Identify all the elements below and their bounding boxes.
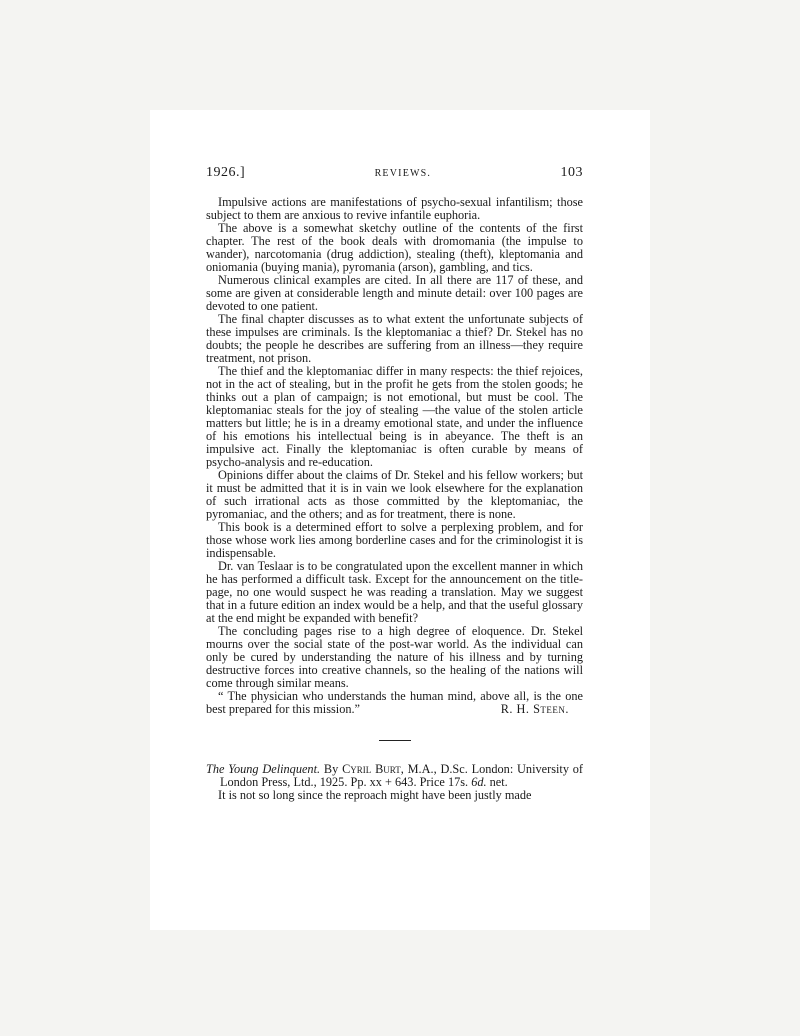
review-opening-line: It is not so long since the reproach might have been justly made (218, 788, 532, 802)
section-divider (379, 740, 411, 741)
review-paragraph: This book is a determined effort to solve a perplexing problem, and for those whose work lies among borderline cases and for the criminologist it is indispensable. (206, 520, 583, 560)
review-paragraph: The concluding pages rise to a high degree of eloquence. Dr. Stekel mourns over the social state of the post-war world. As the individual can only be cured by understanding the nature of his illness and by turning destructive forces into creative channels, so the healing of the nations will come through similar means. (206, 624, 583, 690)
review-paragraph: Opinions differ about the claims of Dr. Stekel and his fellow workers; but it must be admitted that it is in vain we look elsewhere for the explanation of such irrational acts as those committed by the kleptomaniac, the pyromaniac, and the others; and as for treatment, there is none. (206, 468, 583, 521)
publication-details: , M.A., D.Sc. London: University of London Press, Ltd., 1925. Pp. xx + 643. Price (220, 762, 584, 789)
book-author: Cyril Burt (342, 762, 401, 776)
book-title: The Young Delinquent. (206, 762, 321, 776)
page-content (206, 166, 583, 802)
page-number: 103 (560, 165, 583, 180)
closing-quote (206, 690, 583, 716)
review-paragraph: Dr. van Teslaar is to be congratulated upon the excellent manner in which he has performed a difficult task. Except for the announcement on the title-page, no one would suspect he was reading a translation. May we suggest that in a future edition an index would be a help, and that the useful glossary at the end might be expanded with benefit? (206, 559, 583, 625)
price-net: net. (489, 775, 508, 789)
review-paragraph: Numerous clinical examples are cited. In all there are 117 of these, and some are given at considerable length and minute detail: over 100 pages are devoted to one patient. (206, 273, 583, 313)
review-paragraph: The final chapter discusses as to what extent the unfortunate subjects of these impulses are criminals. Is the kleptomaniac a thief? Dr. Stekel has no doubts; the people he describes are suffering from an illness—they require treatment, not prison. (206, 312, 583, 365)
review-body (206, 196, 583, 716)
review-paragraph: Impulsive actions are manifestations of psycho-sexual infantilism; those subject to them are anxious to revive infantile euphoria. (206, 195, 583, 222)
price-shillings: 17s. (447, 775, 469, 789)
running-header (206, 166, 583, 182)
review-paragraph: The above is a somewhat sketchy outline of the contents of the first chapter. The rest of the book deals with dromomania (the impulse to wander), narcotomania (drug addiction), stealing (theft), kleptomania and oniomania (buying mania), pyromania (arson), gambling, and tics. (206, 221, 583, 274)
closing-quote-text: “ The physician who understands the human mind, above all, is the one best prepared for this mission.” (206, 689, 583, 716)
header-year: 1926.] (206, 165, 246, 180)
review-paragraph: The thief and the kleptomaniac differ in many respects: the thief rejoices, not in the act of stealing, but in the profit he gets from the stolen goods; he thinks out a plan of campaign; is not emotional, but must be cool. The kleptomaniac steals for the joy of stealing —the value of the stolen article matters but little; he is in a dreamy emotional state, and under the influence of his emotions his intellectual being is in abeyance. The theft is an impulsive act. Finally the kleptomaniac is often curable by means of psycho-analysis and re-education. (206, 364, 583, 469)
price-pence: 6d. (471, 775, 487, 789)
citation-by: By (323, 762, 339, 776)
reviewer-signature: R. H. Steen. (500, 702, 569, 716)
book-citation (206, 763, 583, 789)
header-section-title: REVIEWS. (374, 168, 432, 179)
